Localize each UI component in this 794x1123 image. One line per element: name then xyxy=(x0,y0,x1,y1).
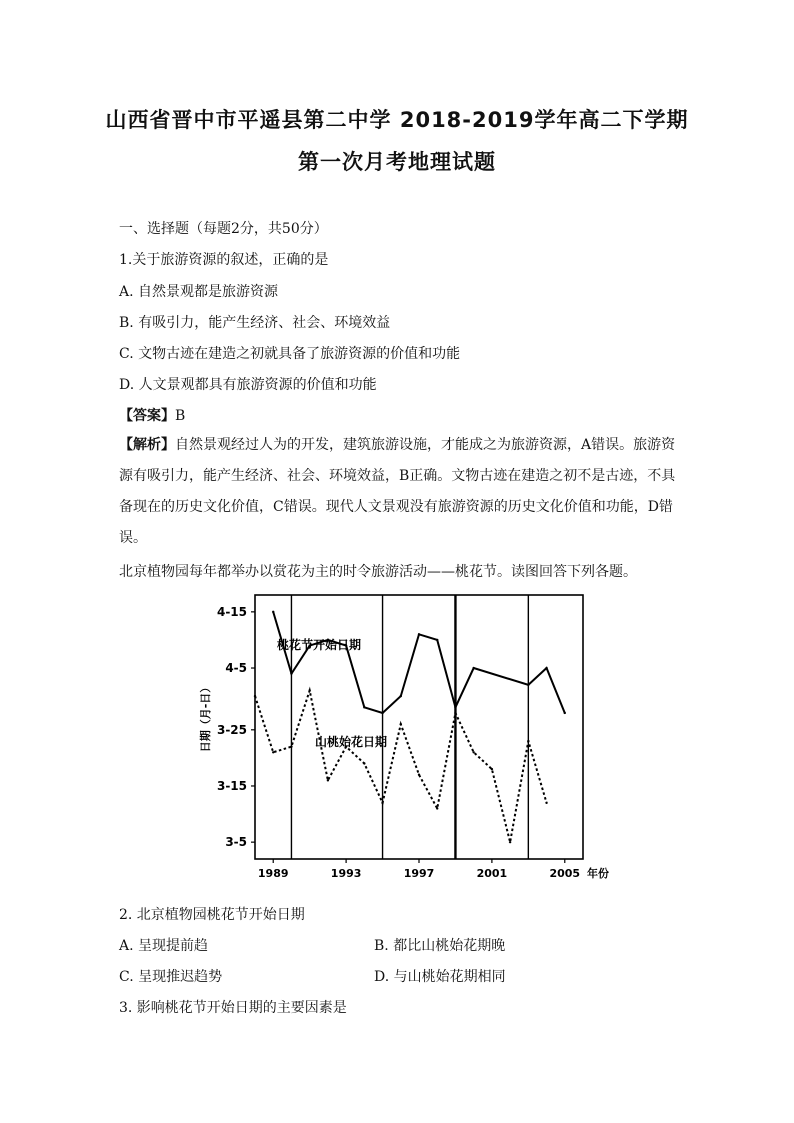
wild-peach-point xyxy=(254,695,256,697)
q3-stem: 3. 影响桃花节开始日期的主要因素是 xyxy=(119,1000,347,1016)
answer-tag: 【答案】 xyxy=(119,408,175,424)
x-tick-label: 2005 xyxy=(549,867,581,880)
wild-peach-point xyxy=(545,802,547,804)
peach-festival-point xyxy=(472,667,474,669)
answer-value: B xyxy=(175,408,186,424)
q1-option-c: C. 文物古迹在建造之初就具备了旅游资源的价值和功能 xyxy=(119,346,461,362)
blossom-date-line-chart xyxy=(195,587,609,885)
y-tick-label: 4-15 xyxy=(216,604,247,619)
wild-peach-point xyxy=(272,751,274,753)
q1-option-a: A. 自然景观都是旅游资源 xyxy=(119,284,279,300)
doc-title-line2: 第一次月考地理试题 xyxy=(298,150,496,174)
x-tick-label: 1997 xyxy=(403,867,435,880)
peach-festival-series-line xyxy=(273,612,565,713)
peach-festival-point xyxy=(454,706,456,708)
q1-option-b: B. 有吸引力，能产生经济、社会、环境效益 xyxy=(119,315,391,331)
wild-peach-point xyxy=(491,768,493,770)
q2-option-a: A. 呈现提前趋 xyxy=(119,938,209,954)
peach-festival-point xyxy=(381,712,383,714)
q2-option-d: D. 与山桃始花期相同 xyxy=(374,969,506,985)
intro-text: 北京植物园每年都举办以赏花为主的时令旅游活动——桃花节。读图回答下列各题。 xyxy=(119,564,637,580)
wild-peach-point xyxy=(327,779,329,781)
wild-peach-point xyxy=(308,689,310,691)
wild-peach-point xyxy=(290,745,292,747)
series-label-peach-festival: 桃花节开始日期 xyxy=(277,638,362,652)
q1-option-d: D. 人文景观都具有旅游资源的价值和功能 xyxy=(119,377,377,393)
x-tick-label: 1993 xyxy=(330,867,362,880)
wild-peach-point xyxy=(381,802,383,804)
q2-option-b: B. 都比山桃始花期晚 xyxy=(374,938,506,954)
peach-festival-point xyxy=(564,712,566,714)
x-axis-unit-label: 年份 xyxy=(587,867,609,880)
wild-peach-series-line xyxy=(255,690,547,842)
q1-stem: 1.关于旅游资源的叙述，正确的是 xyxy=(119,252,329,268)
q1-analysis xyxy=(119,430,679,554)
peach-festival-point xyxy=(545,667,547,669)
wild-peach-point xyxy=(509,841,511,843)
series-label-wild-peach: 山桃始花日期 xyxy=(315,735,388,749)
peach-festival-point xyxy=(400,695,402,697)
wild-peach-point xyxy=(363,762,365,764)
peach-festival-point xyxy=(527,684,529,686)
q2-stem: 2. 北京植物园桃花节开始日期 xyxy=(119,907,305,923)
x-tick-label: 1989 xyxy=(257,867,289,880)
wild-peach-point xyxy=(454,712,456,714)
y-axis-label: 日期（月-日） xyxy=(199,681,212,753)
y-tick-label: 3-5 xyxy=(225,835,247,850)
peach-festival-point xyxy=(272,611,274,613)
peach-festival-point xyxy=(363,706,365,708)
q2-option-c: C. 呈现推迟趋势 xyxy=(119,969,223,985)
y-tick-label: 3-25 xyxy=(216,722,247,737)
x-tick-label: 2001 xyxy=(476,867,508,880)
doc-title-line1: 山西省晋中市平遥县第二中学 2018-2019学年高二下学期 xyxy=(105,108,689,132)
peach-festival-point xyxy=(290,672,292,674)
wild-peach-point xyxy=(472,751,474,753)
peach-festival-point xyxy=(436,639,438,641)
analysis-text: 自然景观经过人为的开发，建筑旅游设施，才能成之为旅游资源，A错误。旅游资源有吸引力，能产生经济、社会、环境效益，B正确。文物古迹在建造之初不是古迹，不具备现在的历史文化价值，C错误。现代人文景观没有旅游资源的历史文化价值和功能，D错误。 xyxy=(119,437,676,546)
wild-peach-point xyxy=(418,774,420,776)
y-tick-label: 3-15 xyxy=(216,778,247,793)
section-heading: 一、选择题（每题2分，共50分） xyxy=(119,221,328,237)
wild-peach-point xyxy=(527,740,529,742)
wild-peach-point xyxy=(436,807,438,809)
analysis-tag: 【解析】 xyxy=(119,437,175,453)
y-tick-label: 4-5 xyxy=(225,661,247,676)
peach-festival-point xyxy=(418,633,420,635)
wild-peach-point xyxy=(400,723,402,725)
q1-answer xyxy=(119,405,185,425)
